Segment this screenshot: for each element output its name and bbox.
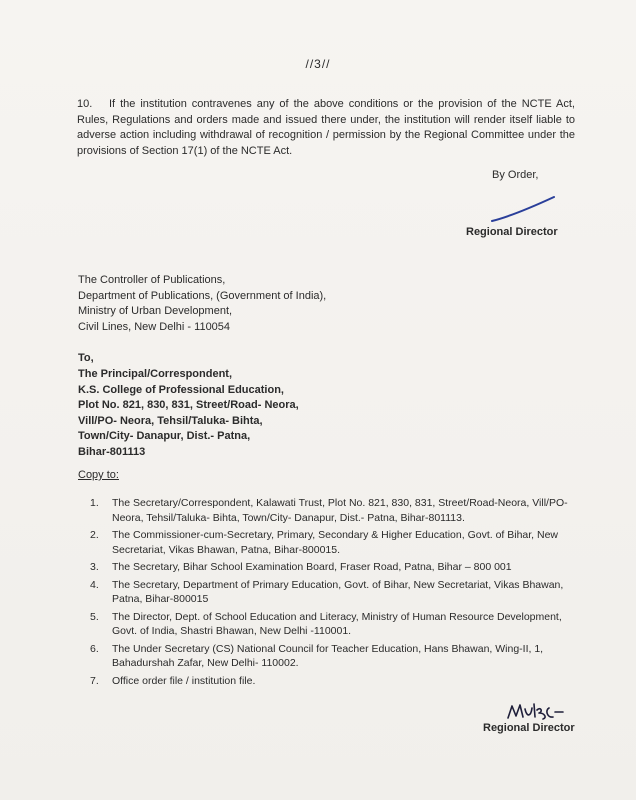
address-line: The Principal/Correspondent, xyxy=(78,368,233,380)
handwritten-signature xyxy=(505,700,565,724)
address-line: Bihar-801113 xyxy=(78,445,146,458)
page-number: //3// xyxy=(305,57,331,71)
copy-to-item xyxy=(90,642,586,671)
address-line: K.S. College of Professional Education, xyxy=(78,383,284,396)
signatory-title-bottom: Regional Director xyxy=(483,722,575,734)
item-text: The Director, Dept. of School Education and Literacy, Ministry of Human Resource Development, Govt. of India, Shastri Bhawan, New Delhi -110001. xyxy=(112,610,562,637)
item-text: The Secretary/Correspondent, Kalawati Trust, Plot No. 821, 830, 831, Street/Road-Neora, Vill/PO- Neora, Tehsil/Taluka- Bihta, Town/City- Danapur, Dist.- Patna, Bihar-801113. xyxy=(112,497,568,524)
address-line: Civil Lines, New Delhi - 110054 xyxy=(78,320,231,333)
signatory-title: Regional Director xyxy=(466,226,558,238)
by-order-text: By Order, xyxy=(492,169,539,181)
item-index: 1. xyxy=(90,497,99,509)
address-line: Vill/PO- Neora, Tehsil/Taluka- Bihta, xyxy=(78,414,263,427)
item-text: The Secretary, Bihar School Examination Board, Fraser Road, Patna, Bihar – 800 001 xyxy=(112,561,512,573)
condition-text: If the institution contravenes any of the above conditions or the provision of the NCTE Act, Rules, Regulations and orders made and issued there under, the institution will render itself liable to adverse action including withdrawal of recognition / permission by the Regional Committee under the provisions of Section 17(1) of the NCTE Act. xyxy=(77,98,575,157)
item-index: 4. xyxy=(90,578,99,591)
address-line: Plot No. 821, 830, 831, Street/Road- Neora, xyxy=(78,399,299,411)
item-index: 3. xyxy=(90,561,99,573)
item-text: The Under Secretary (CS) National Council for Teacher Education, Hans Bhawan, Wing-II, 1, Bahadurshah Zafar, New Delhi- 110002. xyxy=(112,642,544,669)
item-text: The Secretary, Department of Primary Education, Govt. of Bihar, New Secretariat, Vikas Bhawan, Patna, Bihar-800015 xyxy=(112,578,564,605)
item-index: 5. xyxy=(90,610,99,623)
address-line: The Controller of Publications, xyxy=(78,274,226,286)
item-index: 2. xyxy=(90,529,99,541)
item-index: 6. xyxy=(90,642,99,655)
copy-to-item xyxy=(90,496,586,525)
signature-mark xyxy=(488,195,558,225)
to-label: To, xyxy=(78,352,94,364)
condition-paragraph xyxy=(77,97,575,159)
copy-to-list xyxy=(90,496,586,691)
copy-to-label: Copy to: xyxy=(78,469,119,481)
publication-address xyxy=(78,273,326,335)
copy-to-item xyxy=(90,560,586,575)
address-line: Town/City- Danapur, Dist.- Patna, xyxy=(78,430,251,442)
copy-to-item xyxy=(90,674,586,689)
address-line: Department of Publications, (Government of India), xyxy=(78,289,327,302)
copy-to-item xyxy=(90,610,586,639)
item-index: 7. xyxy=(90,674,99,687)
recipient-address xyxy=(78,367,299,460)
item-text: The Commissioner-cum-Secretary, Primary, Secondary & Higher Education, Govt. of Bihar, New Secretariat, Vikas Bhawan, Patna, Bihar-800015. xyxy=(112,529,559,556)
copy-to-item xyxy=(90,578,586,607)
address-line: Ministry of Urban Development, xyxy=(78,305,233,317)
condition-number: 10. xyxy=(77,98,93,110)
copy-to-item xyxy=(90,528,586,557)
item-text: Office order file / institution file. xyxy=(112,674,256,687)
